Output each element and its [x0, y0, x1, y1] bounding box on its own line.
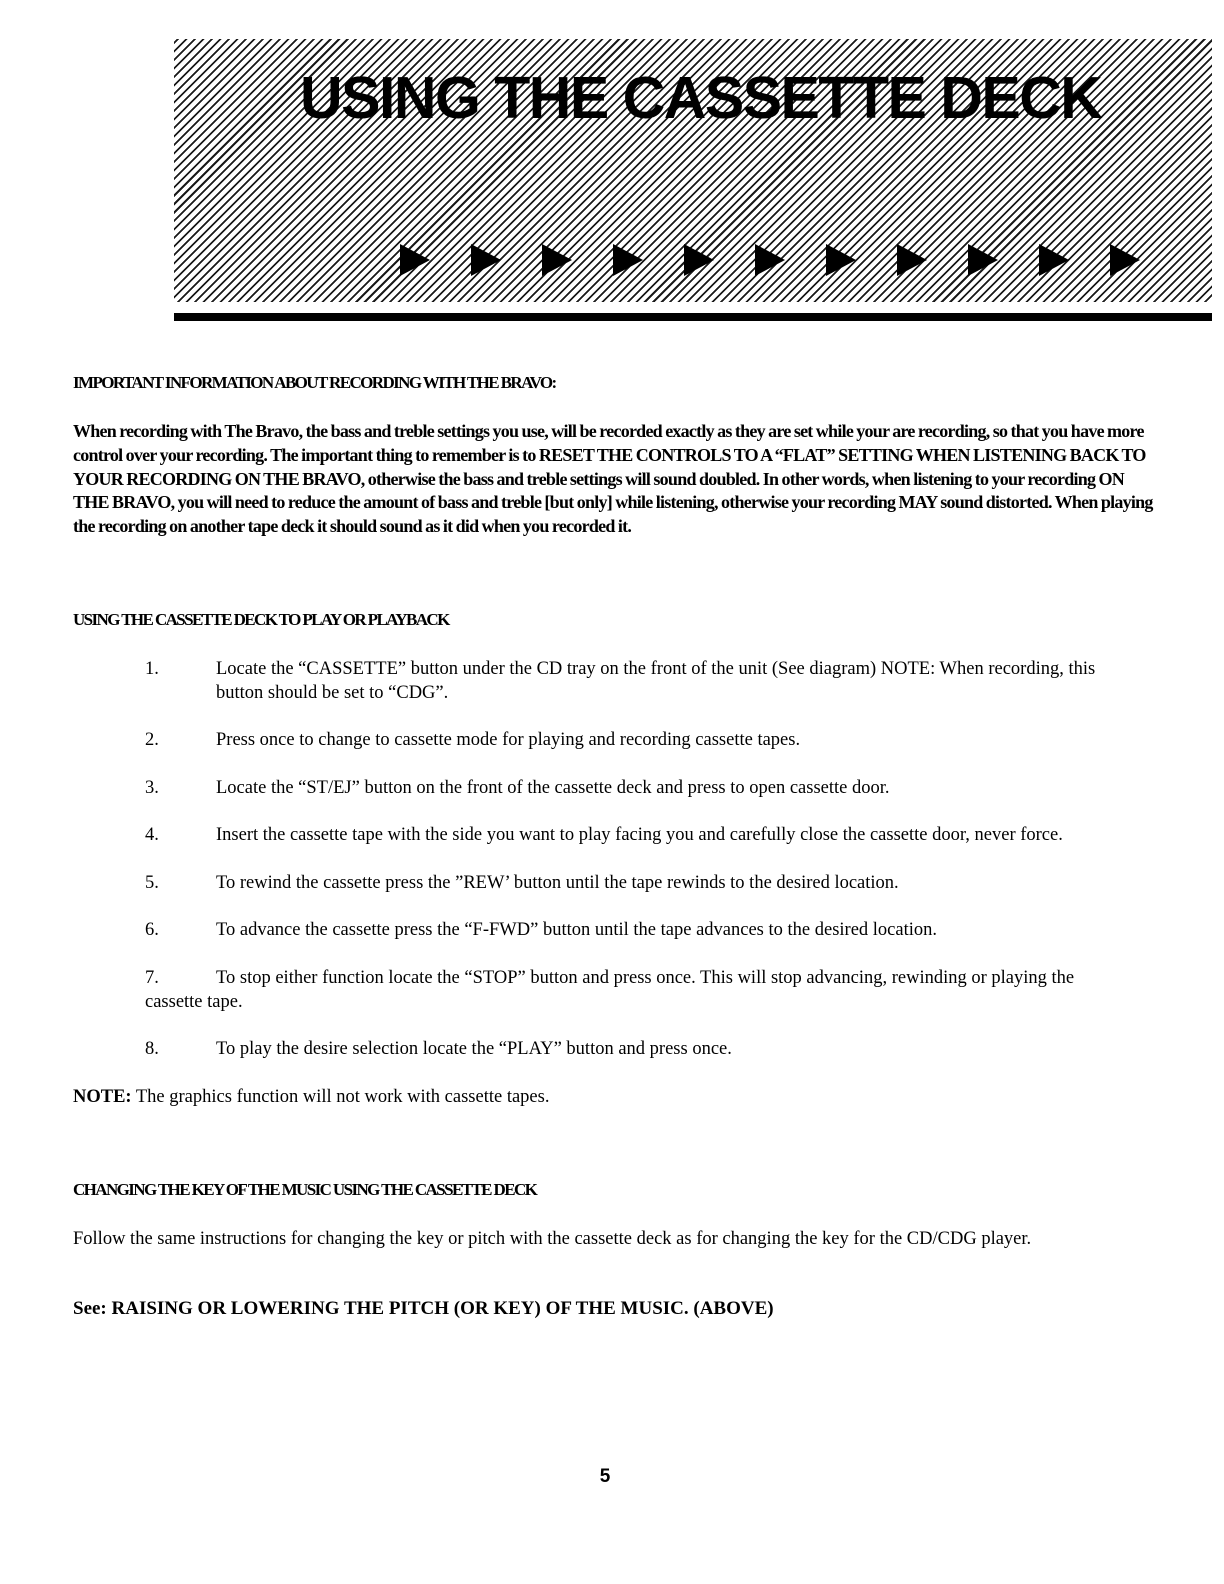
list-item-step-6 [145, 918, 1145, 942]
step-number: 5. [145, 873, 159, 893]
step-number: 8. [145, 1039, 159, 1059]
page-title: USING THE CASSETTE DECK [300, 65, 1102, 131]
list-item-step-5 [145, 871, 1145, 895]
section-heading-change-key: CHANGING THE KEY OF THE MUSIC USING THE CASSETTE DECK [73, 1180, 537, 1199]
play-arrow-icon [542, 244, 572, 276]
list-item-step-8 [145, 1037, 1145, 1061]
play-arrow-icon [471, 244, 501, 276]
step-text: Press once to change to cassette mode for playing and recording cassette tapes. [216, 730, 801, 750]
step-text: To advance the cassette press the “F-FWD” button until the tape advances to the desired location. [216, 920, 937, 940]
note-text: The graphics function will not work with cassette tapes. [131, 1087, 550, 1107]
play-arrow-icon [1039, 244, 1069, 276]
step-number: 6. [145, 920, 159, 940]
list-item-step-7 [145, 966, 1145, 1014]
step-number: 4. [145, 825, 159, 845]
page-number: 5 [599, 1466, 611, 1487]
step-text: To stop either function locate the “STOP” button and press once. This will stop advancing, rewinding or playing the [216, 968, 1075, 988]
step-text: Locate the “ST/EJ” button on the front of the cassette deck and press to open cassette door. [216, 778, 890, 798]
step-text: Insert the cassette tape with the side you want to play facing you and carefully close the cassette door, never force. [216, 825, 1063, 845]
play-arrow-icon [897, 244, 927, 276]
banner-divider [174, 313, 1212, 321]
play-arrow-icon [755, 244, 785, 276]
step-number: 2. [145, 730, 159, 750]
play-arrow-icon [1110, 244, 1140, 276]
list-item-step-3 [145, 776, 1145, 800]
step-text: To rewind the cassette press the ”REW’ button until the tape rewinds to the desired location. [216, 873, 899, 893]
section-heading-recording-info: IMPORTANT INFORMATION ABOUT RECORDING WITH THE BRAVO: [73, 373, 556, 392]
step-number: 7. [145, 968, 159, 988]
note-label: NOTE: [73, 1087, 132, 1107]
step-text-continued: cassette tape. [145, 992, 243, 1012]
play-arrow-icon [826, 244, 856, 276]
section-heading-play-playback: USING THE CASSETTE DECK TO PLAY OR PLAYBACK [73, 610, 449, 629]
change-key-paragraph: Follow the same instructions for changing the key or pitch with the cassette deck as for changing the key for the CD/CDG player. [73, 1229, 1032, 1249]
see-reference: See: RAISING OR LOWERING THE PITCH (OR KEY) OF THE MUSIC. (ABOVE) [73, 1298, 774, 1319]
arrow-row [400, 244, 1160, 280]
step-number: 1. [145, 659, 159, 679]
play-arrow-icon [613, 244, 643, 276]
graphics-note [73, 1085, 549, 1109]
play-arrow-icon [968, 244, 998, 276]
list-item-step-1 [145, 657, 1145, 705]
list-item-step-4 [145, 823, 1145, 847]
recording-info-paragraph: When recording with The Bravo, the bass and treble settings you use, will be recorded exactly as they are set while your are recording, so that you have more control over your recording. The important thing to remember is to RESET THE CONTROLS TO A “FLAT” SETTING WHEN LISTENING BACK TO YOUR RECORDING ON THE BRAVO, otherwise the bass and treble settings will sound doubled. In other words, when listening to your recording ON THE BRAVO, you will need to reduce the amount of bass and treble [but only] while listening, otherwise your recording MAY sound distorted. When playing the recording on another tape deck it should sound as it did when you recorded it. [73, 421, 1153, 537]
step-number: 3. [145, 778, 159, 798]
list-item-step-2 [145, 728, 1145, 752]
step-text: To play the desire selection locate the “PLAY” button and press once. [216, 1039, 732, 1059]
play-arrow-icon [684, 244, 714, 276]
step-text: Locate the “CASSETTE” button under the CD tray on the front of the unit (See diagram) NOTE: When recording, this button should be set to “CDG”. [216, 659, 1096, 703]
play-arrow-icon [400, 244, 430, 276]
